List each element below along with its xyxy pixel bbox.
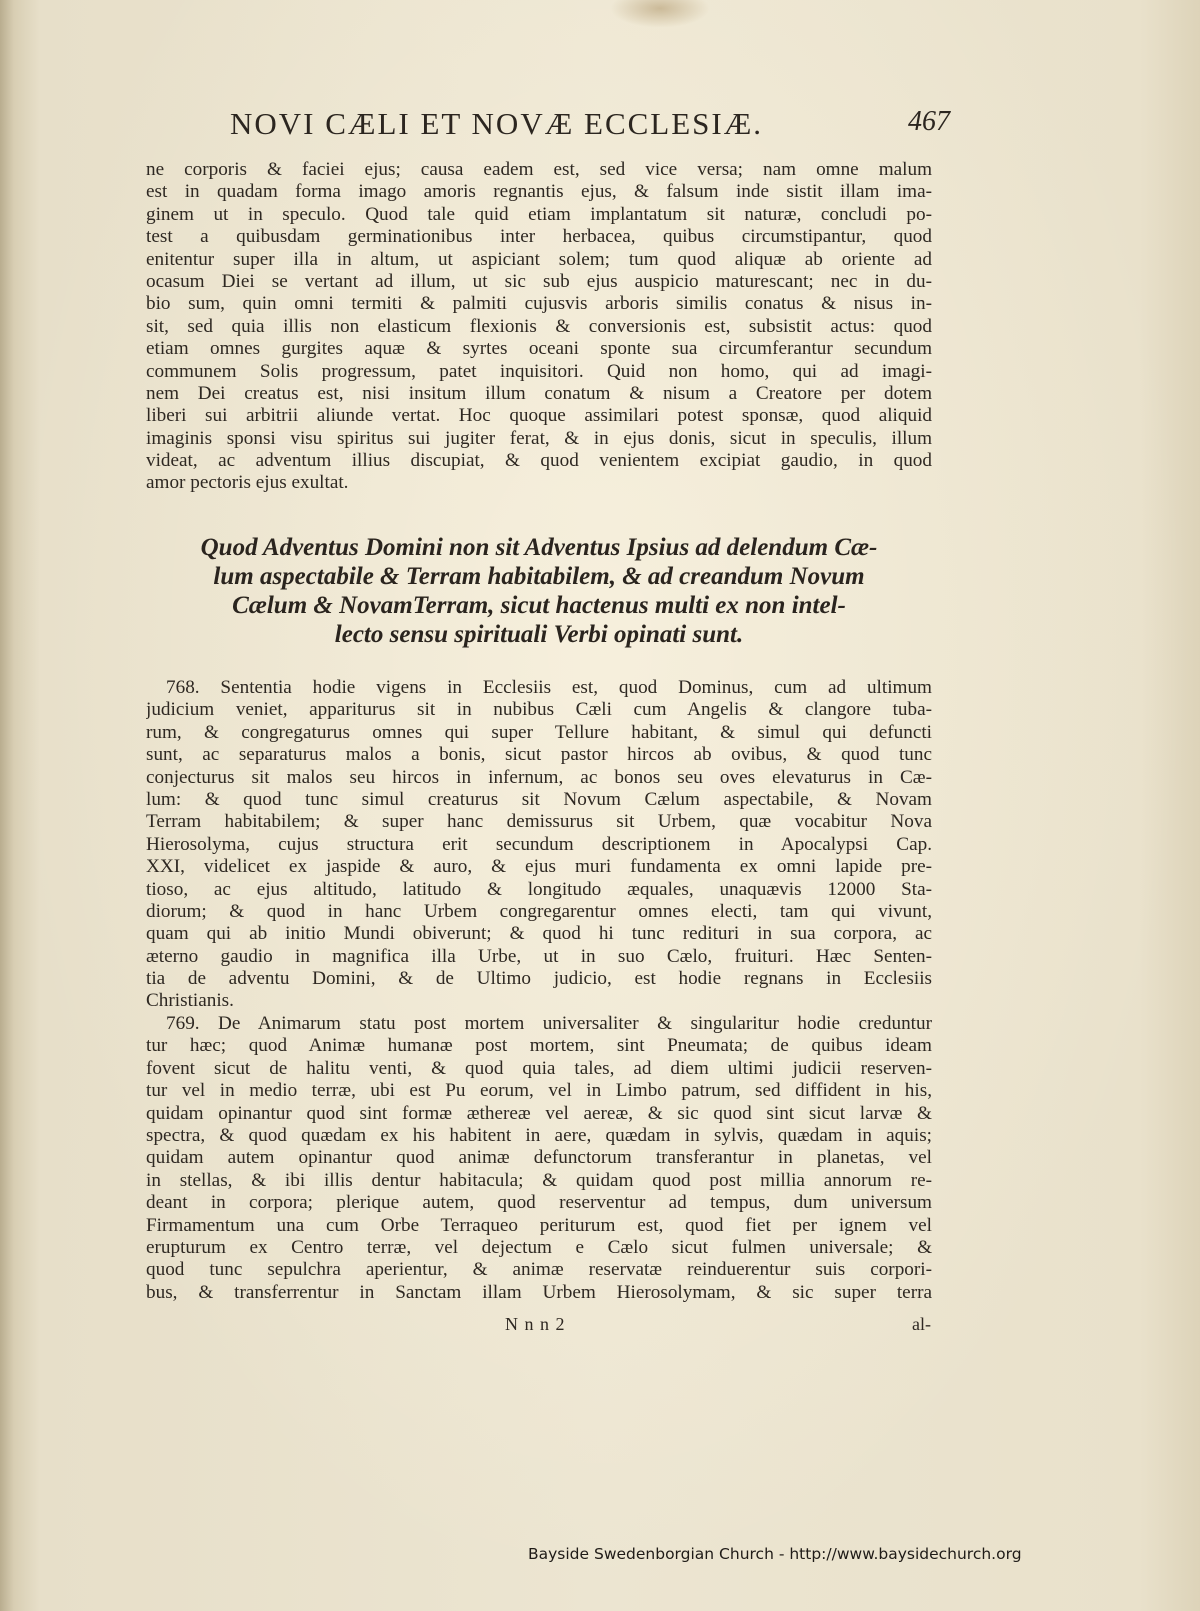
- text-line: imaginis sponsi visu spiritus sui jugiter ferat, & in ejus donis, sicut in speculis, illum: [146, 427, 932, 449]
- text-line: est in quadam forma imago amoris regnantis ejus, & falsum inde sistit illam ima-: [146, 181, 932, 203]
- heading-line: Quod Adventus Domini non sit Adventus Ipsius ad delendum Cæ-: [200, 534, 878, 561]
- text-line: ocasum Diei se vertant ad illum, ut sic sub ejus auspicio maturescant; nec in du-: [146, 270, 932, 292]
- text-line: Terram habitabilem; & super hanc demissurus sit Urbem, quæ vocabitur Nova: [146, 811, 932, 833]
- text-line: communem Solis progressum, patet inquisitori. Quid non homo, qui ad imagi-: [146, 360, 932, 382]
- text-line: bio sum, quin omni termiti & palmiti cujusvis arboris similis conatus & nisus in-: [146, 293, 932, 315]
- text-line: ginem ut in speculo. Quod tale quid etiam implantatum sit naturæ, concludi po-: [146, 203, 932, 225]
- paper-stain: [610, 0, 710, 28]
- text-line: lum: & quod tunc simul creaturus sit Novum Cælum aspectabile, & Novam: [146, 788, 932, 810]
- section-768: [146, 677, 932, 1013]
- text-line: quidam opinantur quod sint formæ æthereæ vel aereæ, & sic quod sint sicut larvæ &: [146, 1102, 932, 1124]
- footer-credit: Bayside Swedenborgian Church - http://www.baysidechurch.org: [528, 1545, 1022, 1563]
- text-line: tur vel in medio terræ, ubi est Pu eorum, vel in Limbo patrum, sed diffident in his,: [146, 1080, 932, 1102]
- heading-line: Cælum & NovamTerram, sicut hactenus multi ex non intel-: [232, 592, 846, 619]
- text-line: amor pectoris ejus exultat.: [146, 472, 349, 494]
- text-line: erupturum ex Centro terræ, vel dejectum e Cælo sicut fulmen universale; &: [146, 1236, 932, 1258]
- heading-line: lum aspectabile & Terram habitabilem, & ad creandum Novum: [213, 563, 865, 590]
- text-line: Christianis.: [146, 990, 234, 1012]
- section-heading: [146, 533, 932, 649]
- heading-line: lecto sensu spirituali Verbi opinati sunt.: [334, 621, 744, 648]
- text-line: nem Dei creatus est, nisi insitum illum conatum & nisum a Creatore per dotem: [146, 382, 932, 404]
- text-line: etiam omnes gurgites aquæ & syrtes oceani sponte sua circumferantur secundum: [146, 338, 932, 360]
- text-line: quod tunc sepulchra aperientur, & animæ reservatæ reinduerentur suis corpori-: [146, 1259, 932, 1281]
- page-header: [220, 106, 960, 146]
- text-line: deant in corpora; plerique autem, quod reserventur ad tempus, dum universum: [146, 1192, 932, 1214]
- text-line: spectra, & quod quædam ex his habitent in aere, quædam in sylvis, quædam in aquis;: [146, 1124, 932, 1146]
- text-line: test a quibusdam germinationibus inter herbacea, quibus circumstipantur, quod: [146, 226, 932, 248]
- text-line: diorum; & quod in hanc Urbem congregarentur omnes electi, tam qui vivunt,: [146, 900, 932, 922]
- text-line: æterno gaudio in magnifica illa Urbe, ut in suo Cælo, fruituri. Hæc Senten-: [146, 945, 932, 967]
- paragraph-top: [146, 159, 932, 495]
- text-line: XXI, videlicet ex jaspide & auro, & ejus muri fundamenta ex omni lapide pre-: [146, 856, 932, 878]
- text-line: tioso, ac ejus altitudo, latitudo & longitudo æquales, unaquævis 12000 Sta-: [146, 878, 932, 900]
- catchword: al-: [912, 1314, 931, 1334]
- text-line: rum, & congregaturus omnes qui super Tellure habitant, & simul qui defuncti: [146, 721, 932, 743]
- text-line: Firmamentum una cum Orbe Terraqueo periturum est, quod fiet per ignem vel: [146, 1214, 932, 1236]
- text-line: fovent sicut de halitu venti, & quod quia tales, ad diem ultimi judicii reserven-: [146, 1057, 932, 1079]
- text-line: Hierosolyma, cujus structura erit secundum descriptionem in Apocalypsi Cap.: [146, 833, 932, 855]
- text-line: conjecturus sit malos seu hircos in infernum, ac bonos seu oves elevaturus in Cæ-: [146, 766, 932, 788]
- page-number: 467: [908, 106, 950, 137]
- signature-mark: N n n 2: [505, 1314, 566, 1334]
- text-line: 769. De Animarum statu post mortem universaliter & singularitur hodie creduntur: [166, 1013, 932, 1034]
- text-line: videat, ac adventum illius discupiat, & quod venientem excipiat gaudio, in quod: [146, 450, 932, 472]
- running-head: NOVI CÆLI ET NOVÆ ECCLESIÆ.: [230, 106, 764, 141]
- text-line: ne corporis & faciei ejus; causa eadem est, sed vice versa; nam omne malum: [146, 159, 932, 180]
- text-line: quidam autem opinantur quod animæ defunctorum transferantur in planetas, vel: [146, 1147, 932, 1169]
- text-line: judicium veniet, appariturus sit in nubibus Cæli cum Angelis & clangore tuba-: [146, 699, 932, 721]
- text-line: bus, & transferrentur in Sanctam illam Urbem Hierosolymam, & sic super terra: [146, 1281, 932, 1303]
- text-line: sunt, ac separaturus malos a bonis, sicut pastor hircos ab ovibus, & quod tunc: [146, 744, 932, 766]
- text-line: tia de adventu Domini, & de Ultimo judicio, est hodie regnans in Ecclesiis: [146, 968, 932, 990]
- text-line: tur hæc; quod Animæ humanæ post mortem, sint Pneumata; de quibus ideam: [146, 1035, 932, 1057]
- text-line: quam qui ab initio Mundi obiverunt; & quod hi tunc redituri in sua corpora, ac: [146, 923, 932, 945]
- section-769: [146, 1013, 932, 1304]
- text-line: in stellas, & ibi illis dentur habitacula; & quidam quod post millia annorum re-: [146, 1169, 932, 1191]
- text-line: liberi sui arbitrii aliunde vertat. Hoc quoque assimilari potest sponsæ, quod aliquid: [146, 405, 932, 427]
- text-line: enitentur super illa in altum, ut aspiciant solem; tum quod aliquæ ab oriente ad: [146, 248, 932, 270]
- text-line: sit, sed quia illis non elasticum flexionis & conversionis est, subsistit actus: quod: [146, 315, 932, 337]
- text-line: 768. Sententia hodie vigens in Ecclesiis est, quod Dominus, cum ad ultimum: [166, 677, 932, 698]
